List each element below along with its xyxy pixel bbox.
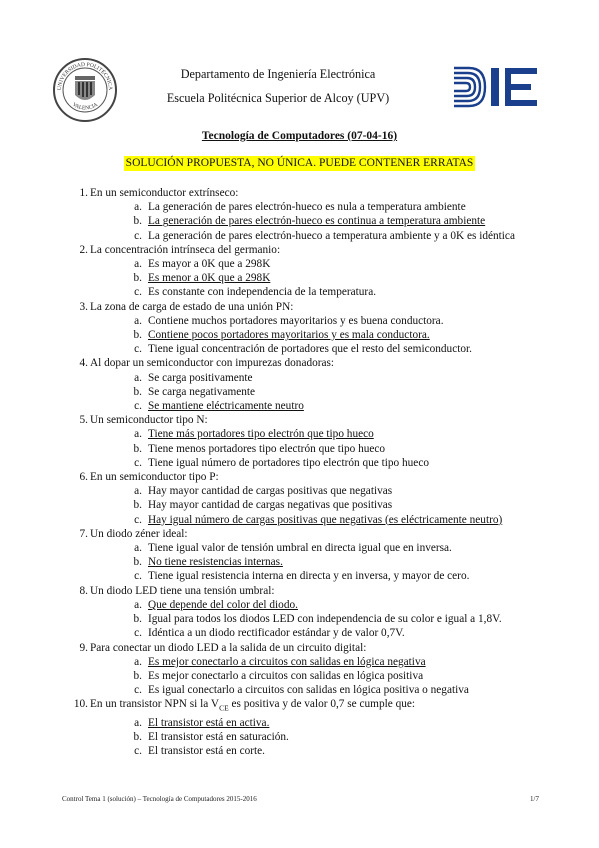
option-item — [90, 456, 570, 470]
question-number: 6. — [79, 471, 88, 484]
question-item — [70, 413, 570, 470]
option-letter: c. — [134, 400, 142, 413]
question-item — [70, 641, 570, 698]
option-letter: a. — [134, 542, 142, 555]
option-text: Idéntica a un diodo rectificador estándar y de valor 0,7V. — [148, 627, 405, 640]
question-item — [70, 243, 570, 300]
question-item — [70, 584, 570, 641]
option-text: Hay igual número de cargas positivas que negativas (es eléctricamente neutro) — [148, 513, 503, 526]
option-letter: a. — [134, 428, 142, 441]
option-item-correct — [90, 513, 570, 527]
option-letter: b. — [133, 272, 142, 285]
option-item — [90, 371, 570, 385]
question-text: En un semiconductor extrínseco: — [90, 187, 239, 199]
option-letter: b. — [133, 730, 142, 743]
option-letter: a. — [134, 314, 142, 327]
question-number: 5. — [79, 414, 88, 427]
option-letter: b. — [133, 215, 142, 228]
option-item-correct — [90, 399, 570, 413]
option-text: Tiene igual valor de tensión umbral en directa igual que en inversa. — [148, 542, 452, 555]
option-list — [90, 427, 570, 470]
question-item — [70, 300, 570, 357]
question-number: 7. — [79, 527, 88, 540]
option-item — [90, 314, 570, 328]
question-number: 8. — [79, 584, 88, 597]
question-number: 3. — [79, 300, 88, 313]
option-letter: a. — [134, 716, 142, 729]
option-item — [90, 612, 570, 626]
option-item — [90, 626, 570, 640]
option-text: Se carga positivamente — [148, 371, 253, 384]
option-text: La generación de pares electrón-hueco es continua a temperatura ambiente — [148, 215, 486, 228]
question-text: Un diodo LED tiene una tensión umbral: — [90, 584, 275, 597]
option-item — [90, 257, 570, 271]
option-text: Tiene menos portadores tipo electrón que tipo hueco — [148, 442, 386, 455]
svg-text:UNIVERSIDAD POLITÉCNICA: UNIVERSIDAD POLITÉCNICA — [56, 61, 114, 91]
question-number: 10. — [73, 698, 88, 711]
option-item-correct — [90, 427, 570, 441]
option-letter: c. — [134, 627, 142, 640]
option-item — [90, 285, 570, 299]
question-number: 2. — [79, 243, 88, 256]
footer-left: Control Tema 1 (solución) – Tecnología de Computadores 2015-2016 — [62, 795, 257, 803]
option-text: El transistor está en corte. — [148, 745, 266, 758]
question-number: 1. — [79, 187, 88, 199]
question-number: 4. — [79, 357, 88, 370]
option-letter: b. — [133, 442, 142, 455]
option-list — [90, 257, 570, 300]
question-text: Para conectar un diodo LED a la salida de un circuito digital: — [90, 641, 367, 654]
option-item-correct — [90, 214, 570, 228]
option-item — [90, 484, 570, 498]
option-text: Es mejor conectarlo a circuitos con salidas en lógica positiva — [148, 669, 424, 682]
option-letter: c. — [134, 745, 142, 758]
option-text: Tiene igual número de portadores tipo electrón que tipo hueco — [148, 456, 429, 469]
option-text: Hay mayor cantidad de cargas positivas que negativas — [148, 485, 393, 498]
option-list — [90, 716, 570, 759]
page-number: 1/7 — [530, 795, 539, 803]
option-letter: a. — [134, 655, 142, 668]
option-item-correct — [90, 328, 570, 342]
option-letter: a. — [134, 201, 142, 214]
question-number: 9. — [79, 641, 88, 654]
option-text: Tiene igual resistencia interna en directa y en inversa, y mayor de cero. — [148, 570, 470, 583]
option-text: Tiene más portadores tipo electrón que tipo hueco — [148, 428, 374, 441]
option-letter: a. — [134, 598, 142, 611]
option-list — [90, 541, 570, 584]
option-item — [90, 200, 570, 214]
question-text: La concentración intrínseca del germanio: — [90, 243, 281, 256]
option-text: Es igual conectarlo a circuitos con salidas en lógica positiva o negativa — [148, 684, 469, 697]
option-text: Hay mayor cantidad de cargas negativas que positivas — [148, 499, 393, 512]
option-text: La generación de pares electrón-hueco es nula a temperatura ambiente — [148, 201, 466, 214]
option-text: Tiene igual concentración de portadores que el resto del semiconductor. — [148, 343, 472, 356]
option-letter: b. — [133, 499, 142, 512]
option-item — [90, 541, 570, 555]
option-text: Contiene muchos portadores mayoritarios y es buena conductora. — [148, 314, 444, 327]
solution-banner — [0, 153, 599, 171]
solution-banner-text: SOLUCIÓN PROPUESTA, NO ÚNICA. PUEDE CONTENER ERRATAS — [125, 157, 474, 169]
question-item — [70, 186, 570, 243]
header-school: Escuela Politécnica Superior de Alcoy (UPV) — [166, 91, 390, 105]
option-text: Es mejor conectarlo a circuitos con salidas en lógica negativa — [148, 655, 426, 668]
option-letter: b. — [133, 385, 142, 398]
option-letter: b. — [133, 613, 142, 626]
option-text: No tiene resistencias internas. — [148, 556, 283, 569]
option-list — [90, 598, 570, 641]
question-text: Un semiconductor tipo N: — [90, 414, 208, 427]
option-item — [90, 669, 570, 683]
option-text: Que depende del color del diodo. — [148, 598, 298, 611]
option-list — [90, 484, 570, 527]
question-item — [70, 356, 570, 413]
question-subscript: CE — [219, 703, 229, 713]
question-item — [70, 527, 570, 584]
option-letter: c. — [134, 343, 142, 356]
option-item-correct — [90, 271, 570, 285]
option-letter: c. — [134, 684, 142, 697]
option-text: Es mayor a 0K que a 298K — [148, 258, 271, 271]
option-item — [90, 385, 570, 399]
option-item — [90, 730, 570, 744]
question-item — [70, 697, 570, 758]
option-text: La generación de pares electrón-hueco a temperatura ambiente y a 0K es idéntica — [148, 229, 515, 242]
option-letter: c. — [134, 456, 142, 469]
question-item — [70, 470, 570, 527]
option-letter: b. — [133, 329, 142, 342]
option-text: Se mantiene eléctricamente neutro — [148, 400, 304, 413]
option-text: Es menor a 0K que a 298K — [148, 272, 271, 285]
option-text: Se carga negativamente — [148, 385, 256, 398]
option-list — [90, 314, 570, 357]
header-department: Departamento de Ingeniería Electrónica — [180, 67, 376, 81]
option-item — [90, 442, 570, 456]
option-text: El transistor está en saturación. — [148, 730, 289, 743]
option-letter: c. — [134, 513, 142, 526]
university-seal-logo — [52, 57, 118, 123]
option-text: El transistor está en activa. — [148, 716, 270, 729]
option-item — [90, 342, 570, 356]
option-text: Es constante con independencia de la temperatura. — [148, 286, 377, 299]
option-item — [90, 498, 570, 512]
question-list — [70, 186, 570, 758]
option-letter: a. — [134, 485, 142, 498]
option-item-correct — [90, 598, 570, 612]
document-title — [0, 130, 599, 142]
option-list — [90, 371, 570, 414]
document-title-text: Tecnología de Computadores (07-04-16) — [201, 130, 398, 142]
option-item-correct — [90, 655, 570, 669]
option-list — [90, 200, 570, 243]
svg-text:VALENCIA: VALENCIA — [71, 101, 99, 112]
option-item — [90, 683, 570, 697]
option-item-correct — [90, 555, 570, 569]
option-text: Igual para todos los diodos LED con independencia de su color e igual a 1,8V. — [148, 613, 502, 626]
option-letter: b. — [133, 556, 142, 569]
option-item — [90, 229, 570, 243]
question-text: En un transistor NPN si la $V_{CE}$ es positiva y de valor 0,7 se cumple que: — [90, 698, 416, 713]
option-letter: c. — [134, 570, 142, 583]
question-text: Un diodo zéner ideal: — [90, 527, 188, 540]
option-item — [90, 744, 570, 758]
question-text: Al dopar un semiconductor con impurezas donadoras: — [90, 357, 335, 370]
question-text: En un semiconductor tipo P: — [90, 471, 219, 484]
option-text: Contiene pocos portadores mayoritarios y es mala conductora. — [148, 329, 430, 342]
option-letter: b. — [133, 669, 142, 682]
question-text: La zona de carga de estado de una unión PN: — [90, 300, 294, 313]
option-item — [90, 569, 570, 583]
option-item-correct — [90, 716, 570, 730]
option-letter: c. — [134, 286, 142, 299]
option-letter: a. — [134, 258, 142, 271]
die-logo — [451, 62, 541, 112]
option-letter: c. — [134, 229, 142, 242]
option-letter: a. — [134, 371, 142, 384]
header-institution — [128, 62, 428, 110]
option-list — [90, 655, 570, 698]
